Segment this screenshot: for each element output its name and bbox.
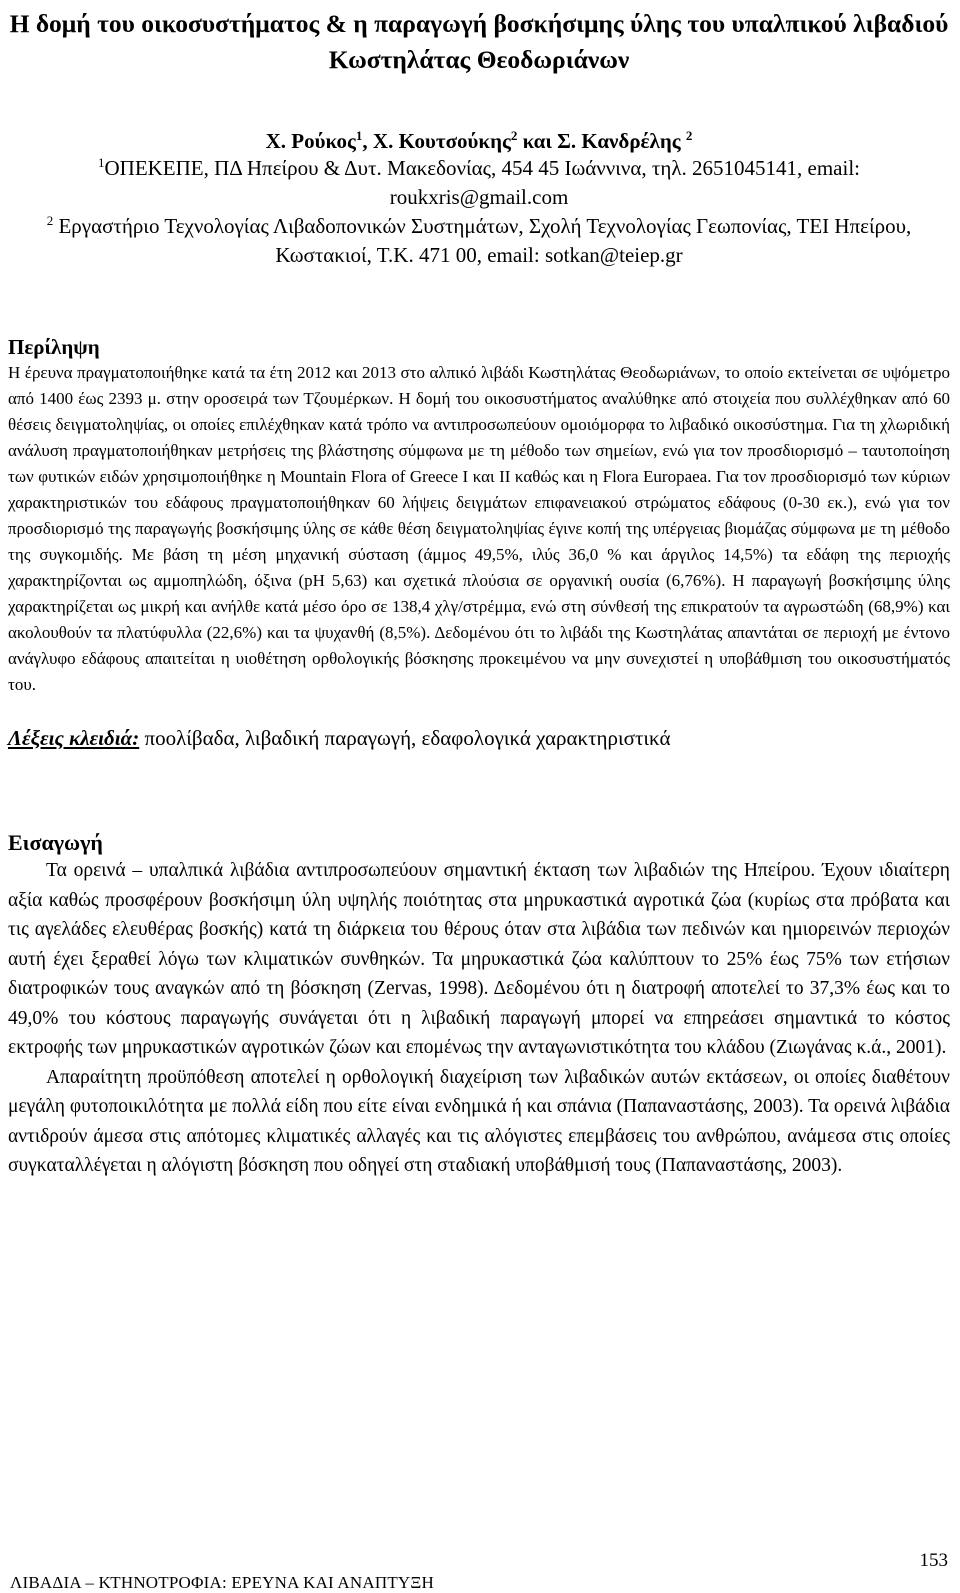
- affiliation-text: Εργαστήριο Τεχνολογίας Λιβαδοπονικών Συστημάτων, Σχολή Τεχνολογίας Γεωπονίας, ΤΕΙ Ηπείρου, Κωστακιοί, Τ.Κ. 471 00, email: sotkan@teiep.gr: [58, 214, 912, 267]
- author-affiliation-mark: 2: [510, 128, 518, 143]
- introduction-paragraph: Απαραίτητη προϋπόθεση αποτελεί η ορθολογική διαχείριση των λιβαδικών αυτών εκτάσεων, οι οποίες διαθέτουν μεγάλη φυτοποικιλότητα με πολλά είδη που είτε είναι ενδημικά ή και σπάνια (Παπαναστάσης, 2003). Τα ορεινά λιβάδια αντιδρούν άμεσα στις απότομες κλιματικές αλλαγές και τις αλόγιστες επεμβάσεις του ανθρώπου, ανάμεσα στις οποίες συγκαταλλέγεται η αλόγιστη βόσκηση που οδηγεί στη σταδιακή υποβάθμισή τους (Παπαναστάσης, 2003).: [8, 1066, 950, 1176]
- author-affiliation-mark: 2: [685, 128, 693, 143]
- author-affiliation-mark: 1: [355, 128, 363, 143]
- keywords-text: ποολίβαδα, λιβαδική παραγωγή, εδαφολογικά χαρακτηριστικά: [139, 726, 671, 750]
- journal-footer: ΛΙΒΑΔΙΑ – ΚΤΗΝΟΤΡΟΦΙΑ: ΕΡΕΥΝΑ ΚΑΙ ΑΝΑΠΤΥΞΗ: [10, 1573, 435, 1592]
- abstract-heading: Περίληψη: [8, 335, 100, 359]
- keywords-line: [8, 724, 950, 752]
- affiliation-text: ΟΠΕΚΕΠΕ, ΠΔ Ηπείρου & Δυτ. Μακεδονίας, 454 45 Ιωάννινα, τηλ. 2651045141, email: roukxris@gmail.com: [104, 156, 860, 209]
- affiliation-2: [8, 212, 950, 270]
- author-name: Χ. Ρούκος: [265, 129, 356, 153]
- author-name: Σ. Κανδρέλης: [557, 129, 681, 153]
- abstract-text: Η έρευνα πραγματοποιήθηκε κατά τα έτη 2012 και 2013 στο αλπικό λιβάδι Κωστηλάτας Θεοδωριάνων, το οποίο εκτείνεται σε υψόμετρο από 1400 έως 2393 μ. στην οροσειρά των Τζουμέρκων. Η δομή του οικοσυστήματος αναλύθηκε από στοιχεία που συλλέχθηκαν από 60 θέσεις δειγματοληψίας, οι οποίες επιλέχθηκαν κατά τρόπο να αντιπροσωπεύουν ομοιόμορφα το λιβαδικό οικοσύστημα. Για τη χλωριδική ανάλυση πραγματοποιήθηκαν μετρήσεις της βλάστησης σύμφωνα με τη μέθοδο των σημείων, ενώ για τον προσδιορισμό – ταυτοποίηση των φυτικών ειδών χρησιμοποιήθηκε η Mountain Flora of Greece I και II καθώς και η Flora Europaea. Για τον προσδιορισμό των κύριων χαρακτηριστικών του εδάφους πραγματοποιήθηκαν 60 λήψεις δειγμάτων επιφανειακού στρώματος εδάφους (0-30 εκ.), ενώ για τον προσδιορισμό της παραγωγής βοσκήσιμης ύλης σε κάθε θέση δειγματοληψίας έγινε κοπή της υπέργειας βιομάζας σύμφωνα με τη μέθοδο της συγκομιδής. Με βάση τη μέση μηχανική σύσταση (άμμος 49,5%, ιλύς 36,0 % και άργιλος 14,5%) τα εδάφη της περιοχής χαρακτηρίζονται ως αμμοπηλώδη, όξινα (pH 5,63) και σχετικά πλούσια σε οργανική ουσία (6,76%). Η παραγωγή βοσκήσιμης ύλης χαρακτηρίζεται ως μικρή και ανήλθε κατά μέσο όρο σε 138,4 χλγ/στρέμμα, ενώ στη σύνθεσή της επικρατούν τα αγρωστώδη (68,9%) και ακολουθούν τα πλατύφυλλα (22,6%) και τα ψυχανθή (8,5%). Δεδομένου ότι το λιβάδι της Κωστηλάτας απαντάται σε περιοχή με έντονο ανάγλυφο εδάφους απαιτείται η υιοθέτηση ορθολογικής βόσκησης προκειμένου να μην συνεχιστεί η υποβάθμιση του οικοσυστήματός του.: [8, 363, 950, 694]
- author-list: [8, 128, 950, 154]
- author-name: Χ. Κουτσούκης: [372, 129, 511, 153]
- paper-title: Η δομή του οικοσυστήματος & η παραγωγή βοσκήσιμης ύλης του υπαλπικού λιβαδιού Κωστηλάτας Θεοδωριάνων: [9, 9, 949, 74]
- introduction-heading: Εισαγωγή: [8, 830, 103, 855]
- keywords-label: Λέξεις κλειδιά:: [8, 726, 140, 750]
- author-separator: ,: [362, 129, 373, 153]
- affiliation-mark: 1: [97, 155, 105, 170]
- affiliation-mark: 2: [46, 213, 54, 228]
- author-separator: και: [517, 129, 558, 153]
- paper-page: [8, 0, 950, 1181]
- page-number: 153: [919, 1550, 948, 1571]
- affiliation-1: [8, 154, 950, 212]
- introduction-paragraph: Τα ορεινά – υπαλπικά λιβάδια αντιπροσωπεύουν σημαντική έκταση των λιβαδιών της Ηπείρου. Έχουν ιδιαίτερη αξία καθώς προσφέρουν βοσκήσιμη ύλη υψηλής ποιότητας στα μηρυκαστικά αγροτικά ζώα (κυρίως στα πρόβατα και τις αγελάδες ελευθέρας βοσκής) κατά τη διάρκεια του θέρους όταν στα λιβάδια των πεδινών και ημιορεινών περιοχών αυτή έχει ξεραθεί λόγω των κλιματικών συνθηκών. Τα μηρυκαστικά ζώα καλύπτουν το 25% έως 75% των ετήσιων διατροφικών τους αναγκών από τη βόσκηση (Zervas, 1998). Δεδομένου ότι η διατροφή αποτελεί το 37,3% έως και το 49,0% του κόστους παραγωγής συνάγεται ότι η λιβαδική παραγωγή μπορεί να επηρεάσει σημαντικά το κόστος εκτροφής των μηρυκαστικών αγροτικών ζώων και επομένως την ανταγωνιστικότητα του κλάδου (Ζιωγάνας κ.ά., 2001).: [8, 860, 950, 1058]
